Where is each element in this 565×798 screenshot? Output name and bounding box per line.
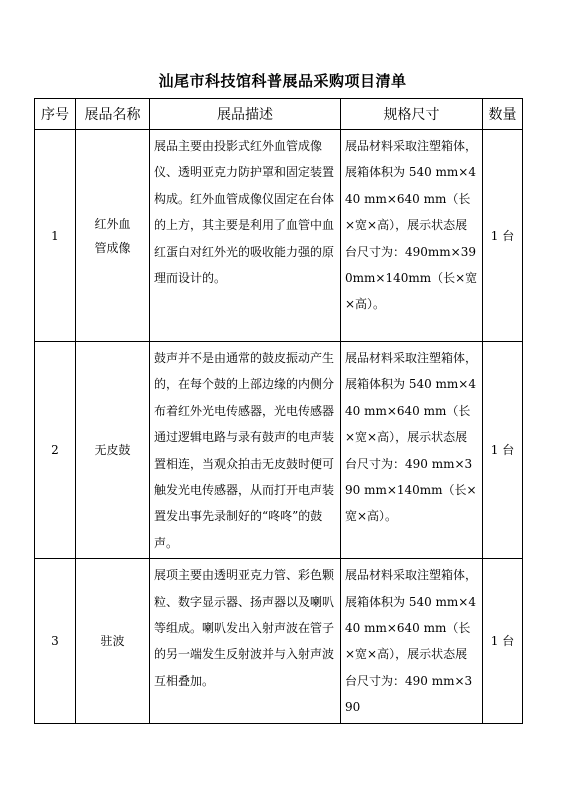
table-row (35, 130, 523, 342)
row-spec: 展品材料采取注塑箱体，展箱体积为 540 mm×440 mm×640 mm（长×宽×高），展示状态展台尺寸为：490 mm×390 mm×140mm（长×宽×高）。 (341, 342, 483, 559)
header-index: 序号 (35, 99, 76, 130)
row-quantity: 1 台 (483, 559, 523, 723)
table-header-row (35, 99, 523, 130)
row-name: 红外血管成像 (94, 216, 131, 255)
row-index: 2 (35, 342, 76, 559)
row-name: 无皮鼓 (76, 342, 150, 559)
header-name: 展品名称 (76, 99, 150, 130)
table-row (35, 342, 523, 559)
row-description: 展项主要由透明亚克力管、彩色颗粒、数字显示器、扬声器以及喇叭等组成。喇叭发出入射声波在管子的另一端发生反射波并与入射声波互相叠加。 (150, 559, 341, 723)
row-quantity: 1 台 (483, 130, 523, 342)
row-name-cell (76, 130, 150, 342)
row-name: 驻波 (76, 559, 150, 723)
row-quantity: 1 台 (483, 342, 523, 559)
row-description: 展品主要由投影式红外血管成像仪、透明亚克力防护罩和固定装置构成。红外血管成像仪固定在台体的上方，其主要是利用了血管中血红蛋白对红外光的吸收能力强的原理而设计的。 (150, 130, 341, 342)
row-spec: 展品材料采取注塑箱体，展箱体积为 540 mm×440 mm×640 mm（长×宽×高），展示状态展台尺寸为：490mm×390mm×140mm（长×宽×高）。 (341, 130, 483, 342)
procurement-table (34, 98, 523, 724)
row-index: 3 (35, 559, 76, 723)
row-description: 鼓声并不是由通常的鼓皮振动产生的，在每个鼓的上部边缘的内侧分布着红外光电传感器，光电传感器通过逻辑电路与录有鼓声的电声装置相连，当观众拍击无皮鼓时便可触发光电传感器，从而打开电声装置发出事先录制好的“咚咚”的鼓声。 (150, 342, 341, 559)
header-quantity: 数量 (483, 99, 523, 130)
row-spec: 展品材料采取注塑箱体，展箱体积为 540 mm×440 mm×640 mm（长×宽×高），展示状态展台尺寸为：490 mm×390 (341, 559, 483, 723)
header-description: 展品描述 (150, 99, 341, 130)
header-spec: 规格尺寸 (341, 99, 483, 130)
table-row (35, 559, 523, 723)
document-title: 汕尾市科技馆科普展品采购项目清单 (158, 72, 407, 90)
row-index: 1 (35, 130, 76, 342)
